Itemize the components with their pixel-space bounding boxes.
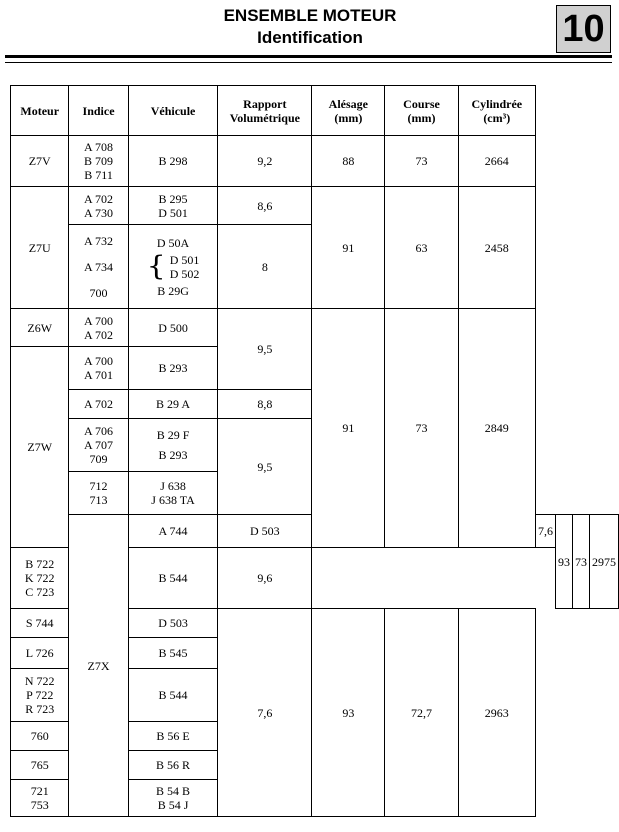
vehicule-cell: D 503 <box>218 515 312 548</box>
alesage-cell: 91 <box>312 187 385 309</box>
vehicule-cell: D 503 <box>128 609 218 638</box>
section-number-box: 10 <box>556 5 611 53</box>
header-rapport: Rapport Volumétrique <box>218 86 312 136</box>
indice-cell: 721 753 <box>11 780 69 817</box>
cylindree-cell: 2975 <box>590 515 619 609</box>
indice-cell: A 744 <box>128 515 218 548</box>
title-line-2: Identification <box>257 28 363 47</box>
indice-cell: A 700 A 701 <box>69 347 128 390</box>
engine-identification-table <box>10 85 619 817</box>
vehicule-cell: B 544 <box>128 548 218 609</box>
header-alesage: Alésage (mm) <box>312 86 385 136</box>
header-course: Course (mm) <box>385 86 458 136</box>
rapport-cell: 9,5 <box>218 419 312 515</box>
course-cell: 73 <box>385 136 458 187</box>
vehicule-cell: B 298 <box>128 136 218 187</box>
course-cell: 73 <box>573 515 590 609</box>
brace-symbol: { <box>146 250 166 282</box>
cylindree-cell: 2664 <box>458 136 535 187</box>
indice-cell: 765 <box>11 751 69 780</box>
header-moteur: Moteur <box>11 86 69 136</box>
alesage-cell: 93 <box>312 609 385 817</box>
vehicule-cell: D 50A { D 501 D 502 B 29G <box>128 225 218 309</box>
brace-group: { D 501 D 502 <box>146 250 200 282</box>
indice-cell: A 702 A 730 <box>69 187 128 225</box>
rapport-cell: 9,6 <box>218 548 312 609</box>
vehicule-cell: B 545 <box>128 638 218 669</box>
vehicule-cell: B 29 A <box>128 390 218 419</box>
cylindree-cell: 2458 <box>458 187 535 309</box>
indice-cell: A 700 A 702 <box>69 309 128 347</box>
moteur-cell: Z7X <box>69 515 128 817</box>
rapport-cell: 8,8 <box>218 390 312 419</box>
rapport-cell: 8 <box>218 225 312 309</box>
indice-cell: S 744 <box>11 609 69 638</box>
alesage-cell: 91 <box>312 309 385 548</box>
vehicule-cell: B 56 R <box>128 751 218 780</box>
indice-cell: L 726 <box>11 638 69 669</box>
vehicule-cell: J 638 J 638 TA <box>128 472 218 515</box>
header-indice: Indice <box>69 86 128 136</box>
alesage-cell: 88 <box>312 136 385 187</box>
header-rule-thin <box>5 62 612 63</box>
vehicule-cell: D 500 <box>128 309 218 347</box>
moteur-cell: Z6W <box>11 309 69 347</box>
cylindree-cell: 2849 <box>458 309 535 548</box>
header-vehicule: Véhicule <box>128 86 218 136</box>
moteur-cell: Z7U <box>11 187 69 309</box>
indice-cell: A 702 <box>69 390 128 419</box>
indice-cell: 760 <box>11 722 69 751</box>
table-row <box>11 309 619 347</box>
rapport-cell: 7,6 <box>536 515 556 548</box>
moteur-cell: Z7V <box>11 136 69 187</box>
cylindree-cell: 2963 <box>458 609 535 817</box>
title-line-1: ENSEMBLE MOTEUR <box>223 6 397 25</box>
course-cell: 63 <box>385 187 458 309</box>
indice-cell: A 706 A 707 709 <box>69 419 128 472</box>
vehicule-cell: B 295 D 501 <box>128 187 218 225</box>
vehicule-cell: B 293 <box>128 347 218 390</box>
indice-cell: A 708 B 709 B 711 <box>69 136 128 187</box>
indice-cell: N 722 P 722 R 723 <box>11 669 69 722</box>
vehicule-cell: B 56 E <box>128 722 218 751</box>
moteur-cell: Z7W <box>11 347 69 548</box>
indice-cell: 712 713 <box>69 472 128 515</box>
vehicule-cell: B 544 <box>128 669 218 722</box>
document-title <box>160 5 460 49</box>
vehicule-cell: B 29 F B 293 <box>128 419 218 472</box>
course-cell: 72,7 <box>385 609 458 817</box>
header-rule-thick <box>5 55 612 58</box>
header-cylindree: Cylindrée (cm³) <box>458 86 535 136</box>
rapport-cell: 7,6 <box>218 609 312 817</box>
course-cell: 73 <box>385 309 458 548</box>
rapport-cell: 9,5 <box>218 309 312 390</box>
alesage-cell: 93 <box>556 515 573 609</box>
table-row <box>11 187 619 225</box>
rapport-cell: 8,6 <box>218 187 312 225</box>
vehicule-cell: B 54 B B 54 J <box>128 780 218 817</box>
table-row <box>11 136 619 187</box>
indice-cell: B 722 K 722 C 723 <box>11 548 69 609</box>
indice-cell: A 732 A 734 700 <box>69 225 128 309</box>
rapport-cell: 9,2 <box>218 136 312 187</box>
